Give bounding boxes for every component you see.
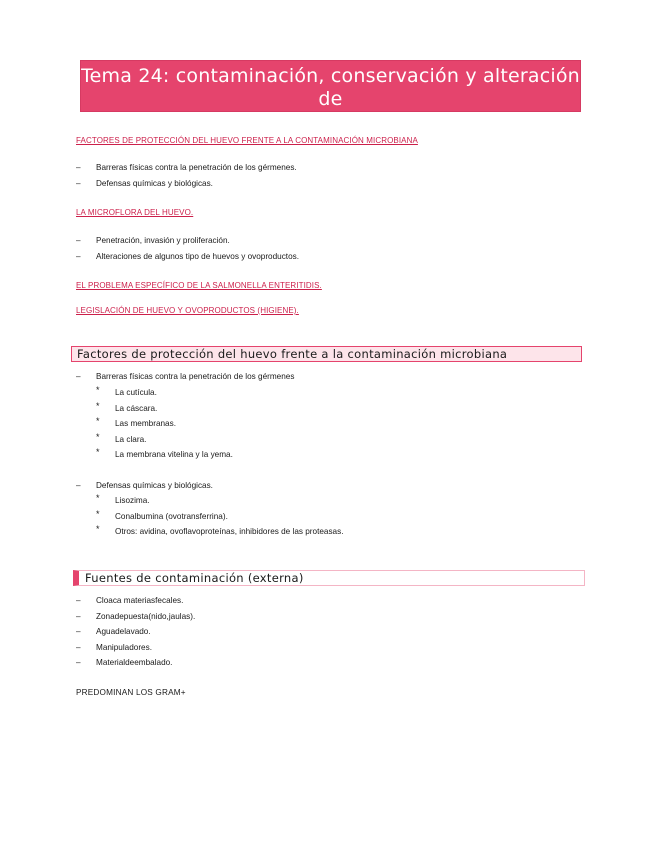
dash-bullet: – bbox=[76, 642, 81, 652]
sub-list-item: * Conalbumina (ovotransferrina). bbox=[96, 508, 228, 521]
sub-list-item: * La clara. bbox=[96, 431, 147, 444]
sub-list-item: * Las membranas. bbox=[96, 416, 176, 428]
star-bullet: * bbox=[96, 524, 100, 534]
sub-list-item: * La cutícula. bbox=[96, 385, 157, 397]
list-item: – Defensas químicas y biológicas. bbox=[76, 478, 213, 494]
dash-bullet: – bbox=[76, 481, 81, 490]
sub-list-item: * La cáscara. bbox=[96, 400, 158, 413]
toc-link-factores[interactable]: FACTORES DE PROTECCIÓN DEL HUEVO FRENTE A LA CONTAMINACIÓN MICROBIANA bbox=[76, 136, 418, 145]
dash-bullet: – bbox=[76, 236, 81, 245]
list-item: – Penetración, invasión y proliferación. bbox=[76, 233, 299, 249]
dash-bullet: – bbox=[76, 596, 81, 605]
title-line-1: Tema 24: contaminación, conservación y alteración de bbox=[81, 65, 580, 110]
dash-bullet: – bbox=[76, 611, 81, 621]
list-item: – Alteraciones de algunos tipo de huevos y ovoproductos. bbox=[76, 249, 299, 265]
list-item: – Manipuladores. bbox=[76, 640, 195, 656]
section1-defensas-sublist bbox=[96, 493, 343, 540]
title-line-2: huevos y ovoproductos. bbox=[214, 111, 447, 133]
section-heading-fuentes: Fuentes de contaminación (externa) bbox=[73, 570, 585, 586]
section1-item-barreras bbox=[76, 369, 294, 385]
star-bullet: * bbox=[96, 431, 100, 442]
sub-list-item: * La membrana vitelina y la yema. bbox=[96, 447, 233, 459]
toc-link-microflora[interactable]: LA MICROFLORA DEL HUEVO. bbox=[76, 208, 194, 217]
sub-list-item: * Lisozima. bbox=[96, 493, 150, 505]
toc-list-factores bbox=[76, 160, 297, 191]
star-bullet: * bbox=[96, 447, 100, 457]
star-bullet: * bbox=[96, 416, 100, 426]
list-item: – Barreras físicas contra la penetración de los gérmenes. bbox=[76, 160, 297, 176]
dash-bullet: – bbox=[76, 627, 81, 636]
list-item: – Zonadepuesta(nido,jaulas). bbox=[76, 609, 195, 625]
dash-bullet: – bbox=[76, 178, 81, 188]
section2-list bbox=[76, 593, 195, 671]
toc-link-salmonella[interactable]: EL PROBLEMA ESPECÍFICO DE LA SALMONELLA ENTERITIDIS. bbox=[76, 281, 322, 290]
star-bullet: * bbox=[96, 508, 100, 519]
star-bullet: * bbox=[96, 493, 100, 503]
toc-list-microflora bbox=[76, 233, 299, 264]
section-heading-factores: Factores de protección del huevo frente a la contaminación microbiana bbox=[71, 346, 582, 362]
section1-barreras-sublist bbox=[96, 385, 233, 463]
toc-link-legislacion[interactable]: LEGISLACIÓN DE HUEVO Y OVOPRODUCTOS (HIGIENE). bbox=[76, 306, 299, 315]
list-item: – Cloaca materiasfecales. bbox=[76, 593, 195, 609]
dash-bullet: – bbox=[76, 163, 81, 172]
star-bullet: * bbox=[96, 400, 100, 411]
sub-list-item: * Otros: avidina, ovoflavoproteínas, inhibidores de las proteasas. bbox=[96, 524, 344, 536]
list-item: – Barreras físicas contra la penetración de los gérmenes bbox=[76, 369, 294, 385]
star-bullet: * bbox=[96, 385, 100, 395]
list-item: – Defensas químicas y biológicas. bbox=[76, 176, 297, 192]
dash-bullet: – bbox=[76, 251, 81, 261]
dash-bullet: – bbox=[76, 658, 81, 667]
dash-bullet: – bbox=[76, 372, 81, 381]
list-item: – Materialdeembalado. bbox=[76, 655, 195, 671]
document-title bbox=[80, 60, 581, 133]
list-item: – Aguadelavado. bbox=[76, 624, 195, 640]
gram-note: PREDOMINAN LOS GRAM+ bbox=[76, 688, 186, 697]
